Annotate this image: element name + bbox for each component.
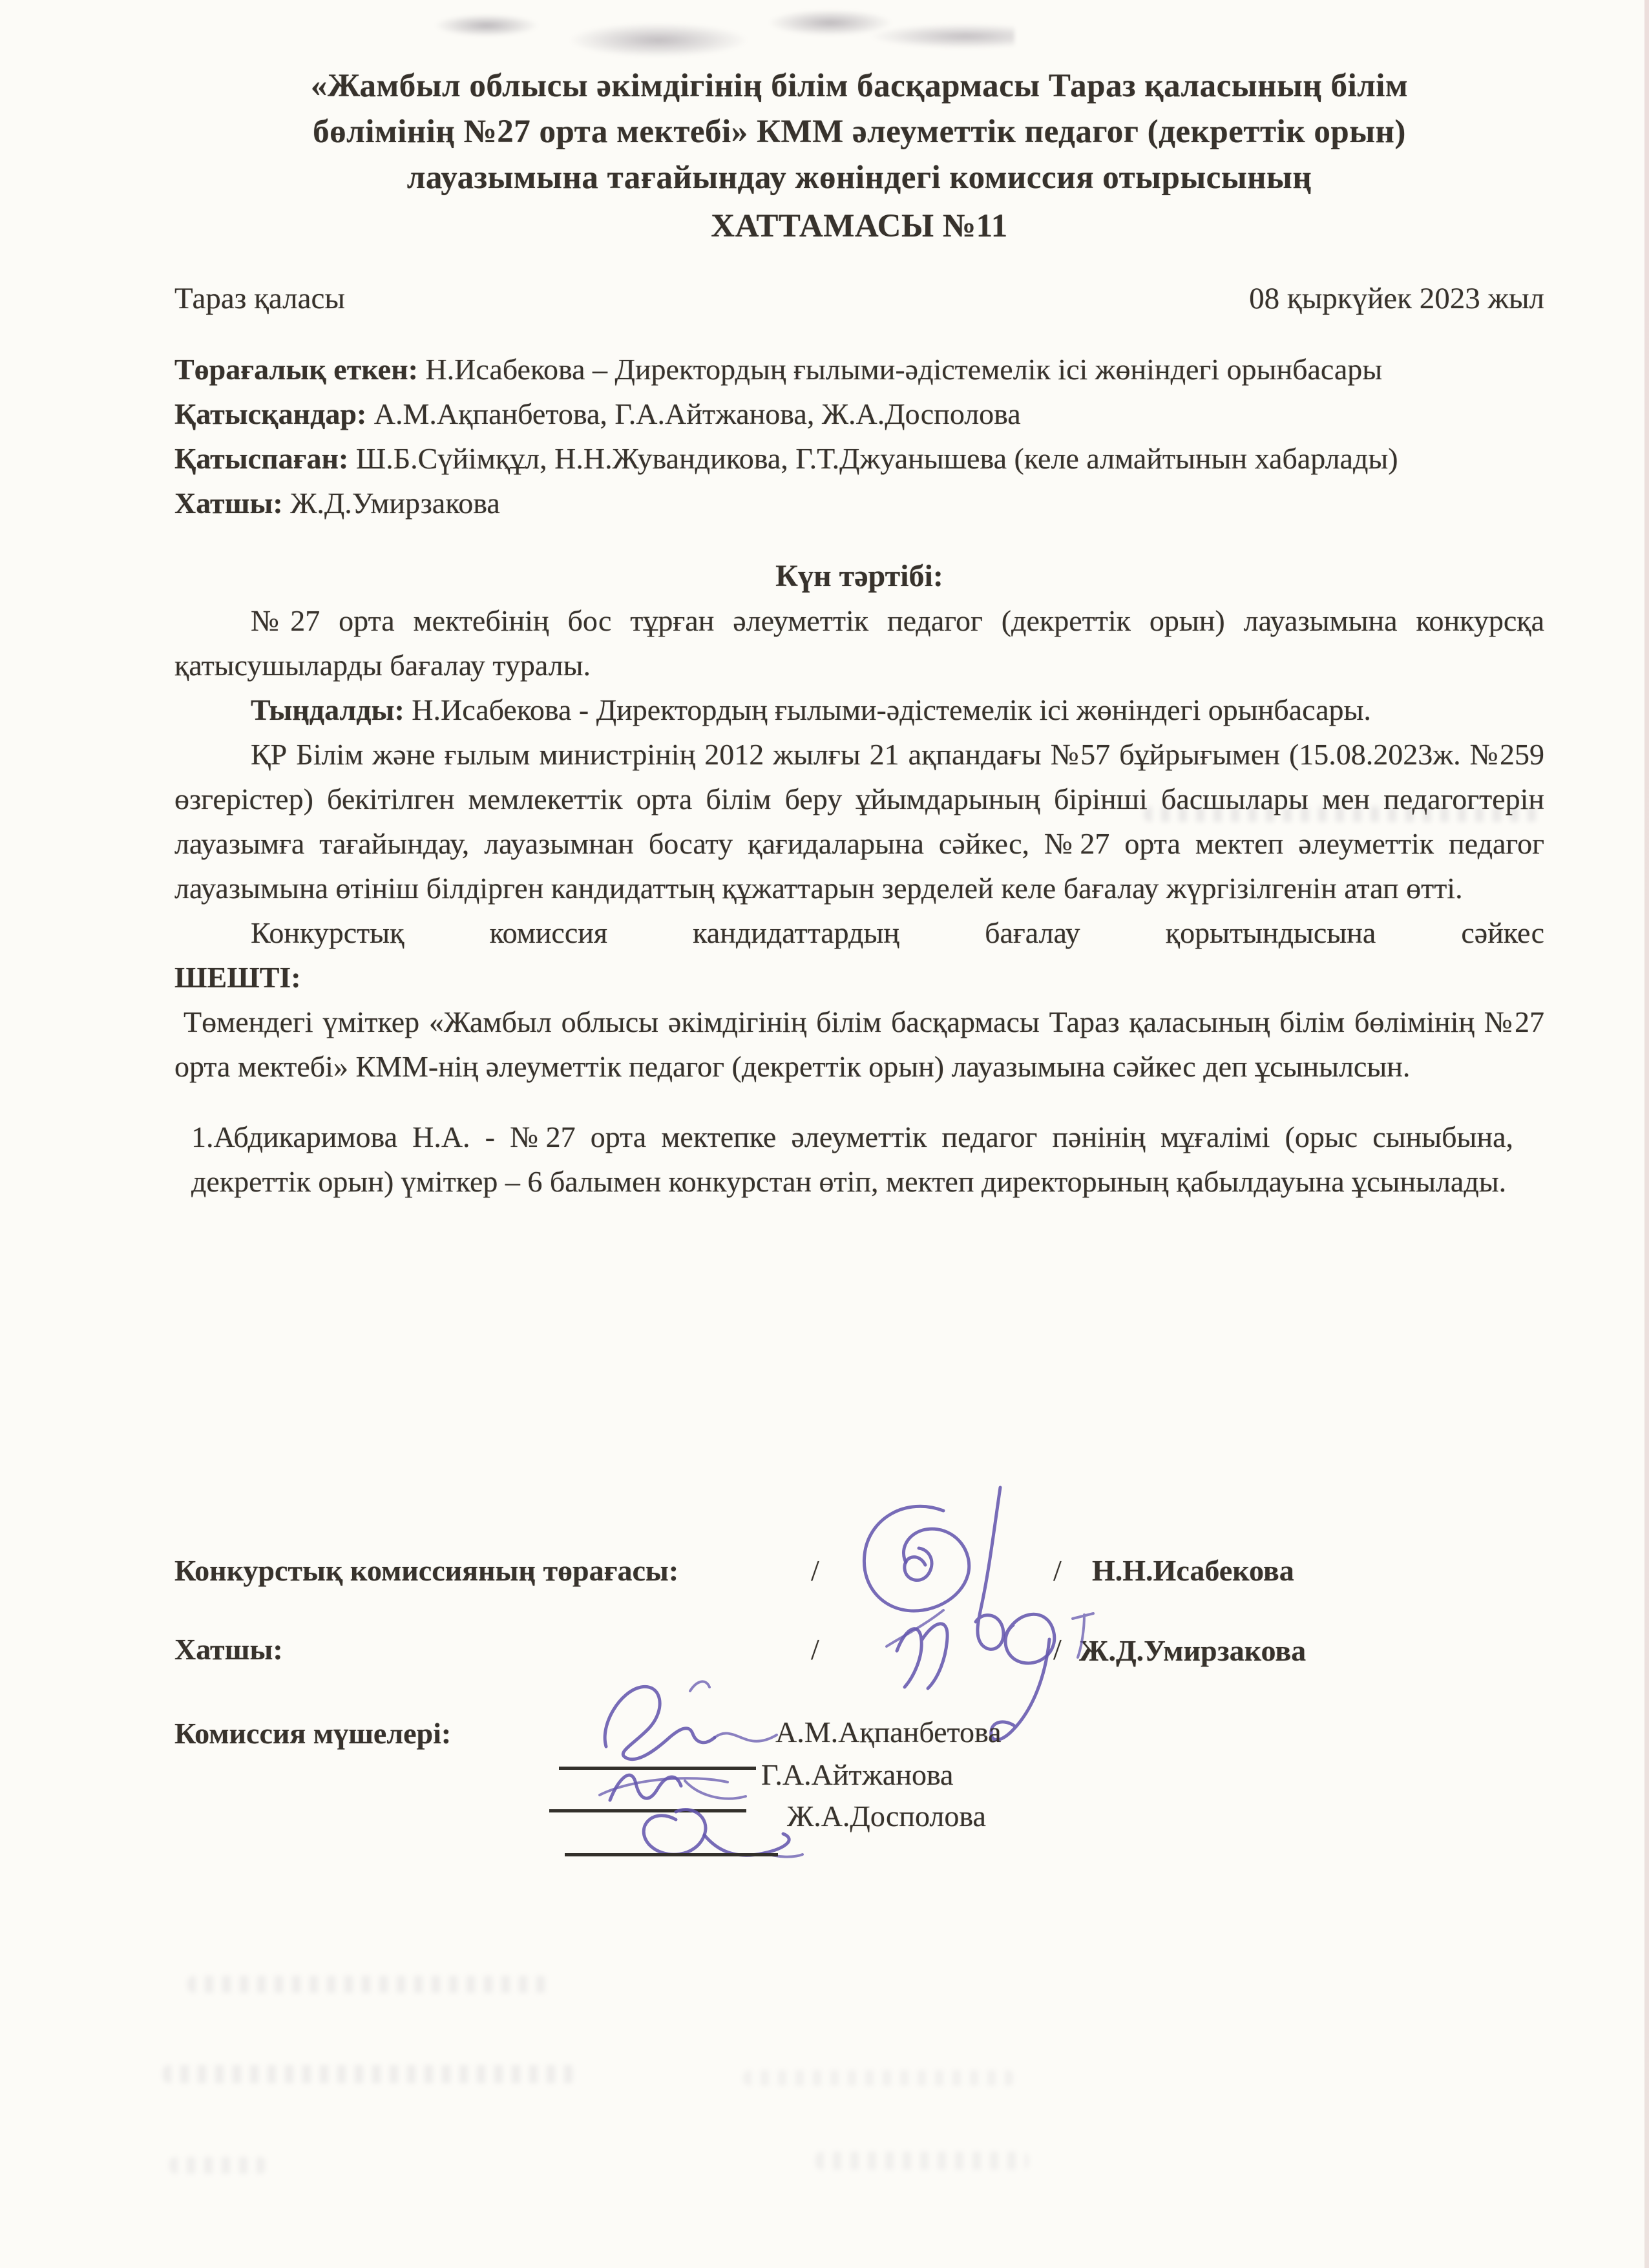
decision-text: Төмендегі үміткер «Жамбыл облысы әкімдігінің білім басқармасы Тараз қаласының білім бөлімінің №27 орта мектебі» КММ-нің әлеуметтік педагог (декреттік орын) лауазымына сәйкес деп ұсынылсын.	[174, 1005, 1544, 1083]
attendance-absent-label: Қатыспаған:	[174, 442, 349, 475]
attendance-absent-text: Ш.Б.Сүйімқұл, Н.Н.Жувандикова, Г.Т.Джуанышева (келе алмайтынын хабарлады)	[355, 442, 1398, 475]
protocol-number: ХАТТАМАСЫ №11	[711, 208, 1008, 244]
attendance-chairperson-text: Н.Исабекова – Директордың ғылыми-әдістемелік ісі жөніндегі орынбасары	[425, 353, 1383, 386]
scan-bleedthrough-bottom-1	[187, 1976, 549, 1993]
chair-signature-label: Конкурстық комиссияның төрағасы:	[174, 1554, 679, 1587]
heard-paragraph	[174, 688, 1544, 732]
resolution-item: 1.Абдикаримова Н.А. - №27 орта мектепке әлеуметтік педагог пәнінің мұғалімі (орыс сыныбына, декреттік орын) үміткер – 6 балымен конкурстан өтіп, мектеп директорының қабылдауына ұсынылады.	[191, 1120, 1513, 1198]
scan-smudge-top	[401, 6, 1014, 61]
secretary-signature-label: Хатшы:	[174, 1633, 283, 1666]
heard-text: Н.Исабекова - Директордың ғылыми-әдістемелік ісі жөніндегі орынбасары.	[412, 693, 1371, 726]
signature-section	[174, 1544, 1544, 1945]
attendance-absent	[174, 436, 1544, 481]
members-label: Комиссия мүшелері:	[174, 1717, 452, 1750]
dateline-city: Тараз қаласы	[174, 282, 345, 315]
agenda-heading: Күн тәртібі:	[775, 559, 943, 593]
chair-name: Н.Н.Исабекова	[1092, 1554, 1294, 1587]
agenda-item: №27 орта мектебінің бос тұрған әлеуметтік педагог (декреттік орын) лауазымына конкурсқа қатысушыларды бағалау туралы.	[174, 604, 1544, 682]
decision-label: ШЕШТІ:	[174, 961, 301, 994]
member-1-handwritten-signature	[594, 1677, 782, 1764]
heard-label: Тыңдалды:	[251, 693, 404, 726]
secretary-slash-right: /	[1053, 1633, 1062, 1666]
scan-bleedthrough-bottom-4	[169, 2157, 266, 2174]
chair-slash-right: /	[1053, 1554, 1062, 1587]
attendance-block	[174, 347, 1544, 525]
title-line-1: «Жамбыл облысы әкімдігінің білім басқармасы Тараз қаласының білім	[310, 68, 1409, 104]
member-3-signature-line	[565, 1853, 778, 1856]
scan-bleedthrough-bottom-5	[815, 2152, 1029, 2170]
dateline-date: 08 қыркүйек 2023 жыл	[1249, 282, 1544, 315]
attendance-present-text: А.М.Ақпанбетова, Г.А.Айтжанова, Ж.А.Досполова	[373, 397, 1021, 430]
dateline	[174, 277, 1544, 321]
title-line-2: бөлімінің №27 орта мектебі» КММ әлеуметтік педагог (декреттік орын)	[313, 114, 1406, 150]
secretary-name: Ж.Д.Умирзакова	[1079, 1634, 1307, 1667]
justification-paragraph: ҚР Білім және ғылым министрінің 2012 жылғы 21 ақпандағы №57 бұйрығымен (15.08.2023ж. №259 өзгерістер) бекітілген мемлекеттік орта білім беру ұйымдарының бірінші басшылары мен педагогтерін лауазымға тағайындау, лауазымнан босату қағидаларына сәйкес, №27 орта мектеп әлеуметтік педагог лауазымына өтініш білдірген кандидаттың құжаттарын зерделей келе бағалау жүргізілгенін атап өтті.	[174, 738, 1544, 905]
attendance-chairperson	[174, 347, 1544, 392]
attendance-present	[174, 392, 1544, 436]
attendance-secretary-label: Хатшы:	[174, 487, 283, 520]
secretary-slash-left: /	[811, 1633, 819, 1666]
attendance-chairperson-label: Төрағалық еткен:	[174, 353, 418, 386]
chair-slash-left: /	[811, 1554, 819, 1587]
member-1-name: А.М.Ақпанбетова	[775, 1716, 1002, 1748]
decision-intro: Конкурстық комиссия кандидаттардың бағалау қорытындысына сәйкес	[251, 916, 1544, 949]
attendance-secretary	[174, 481, 1544, 525]
title-line-3: лауазымына тағайындау жөніндегі комиссия отырысының	[406, 160, 1312, 196]
member-3-name: Ж.А.Досполова	[787, 1800, 986, 1832]
scan-bleedthrough-bottom-2	[163, 2065, 576, 2083]
member-2-name: Г.А.Айтжанова	[761, 1758, 954, 1791]
document-title	[174, 63, 1544, 249]
attendance-secretary-text: Ж.Д.Умирзакова	[290, 487, 500, 520]
scan-bleedthrough-bottom-3	[743, 2070, 1014, 2086]
attendance-present-label: Қатысқандар:	[174, 397, 367, 430]
